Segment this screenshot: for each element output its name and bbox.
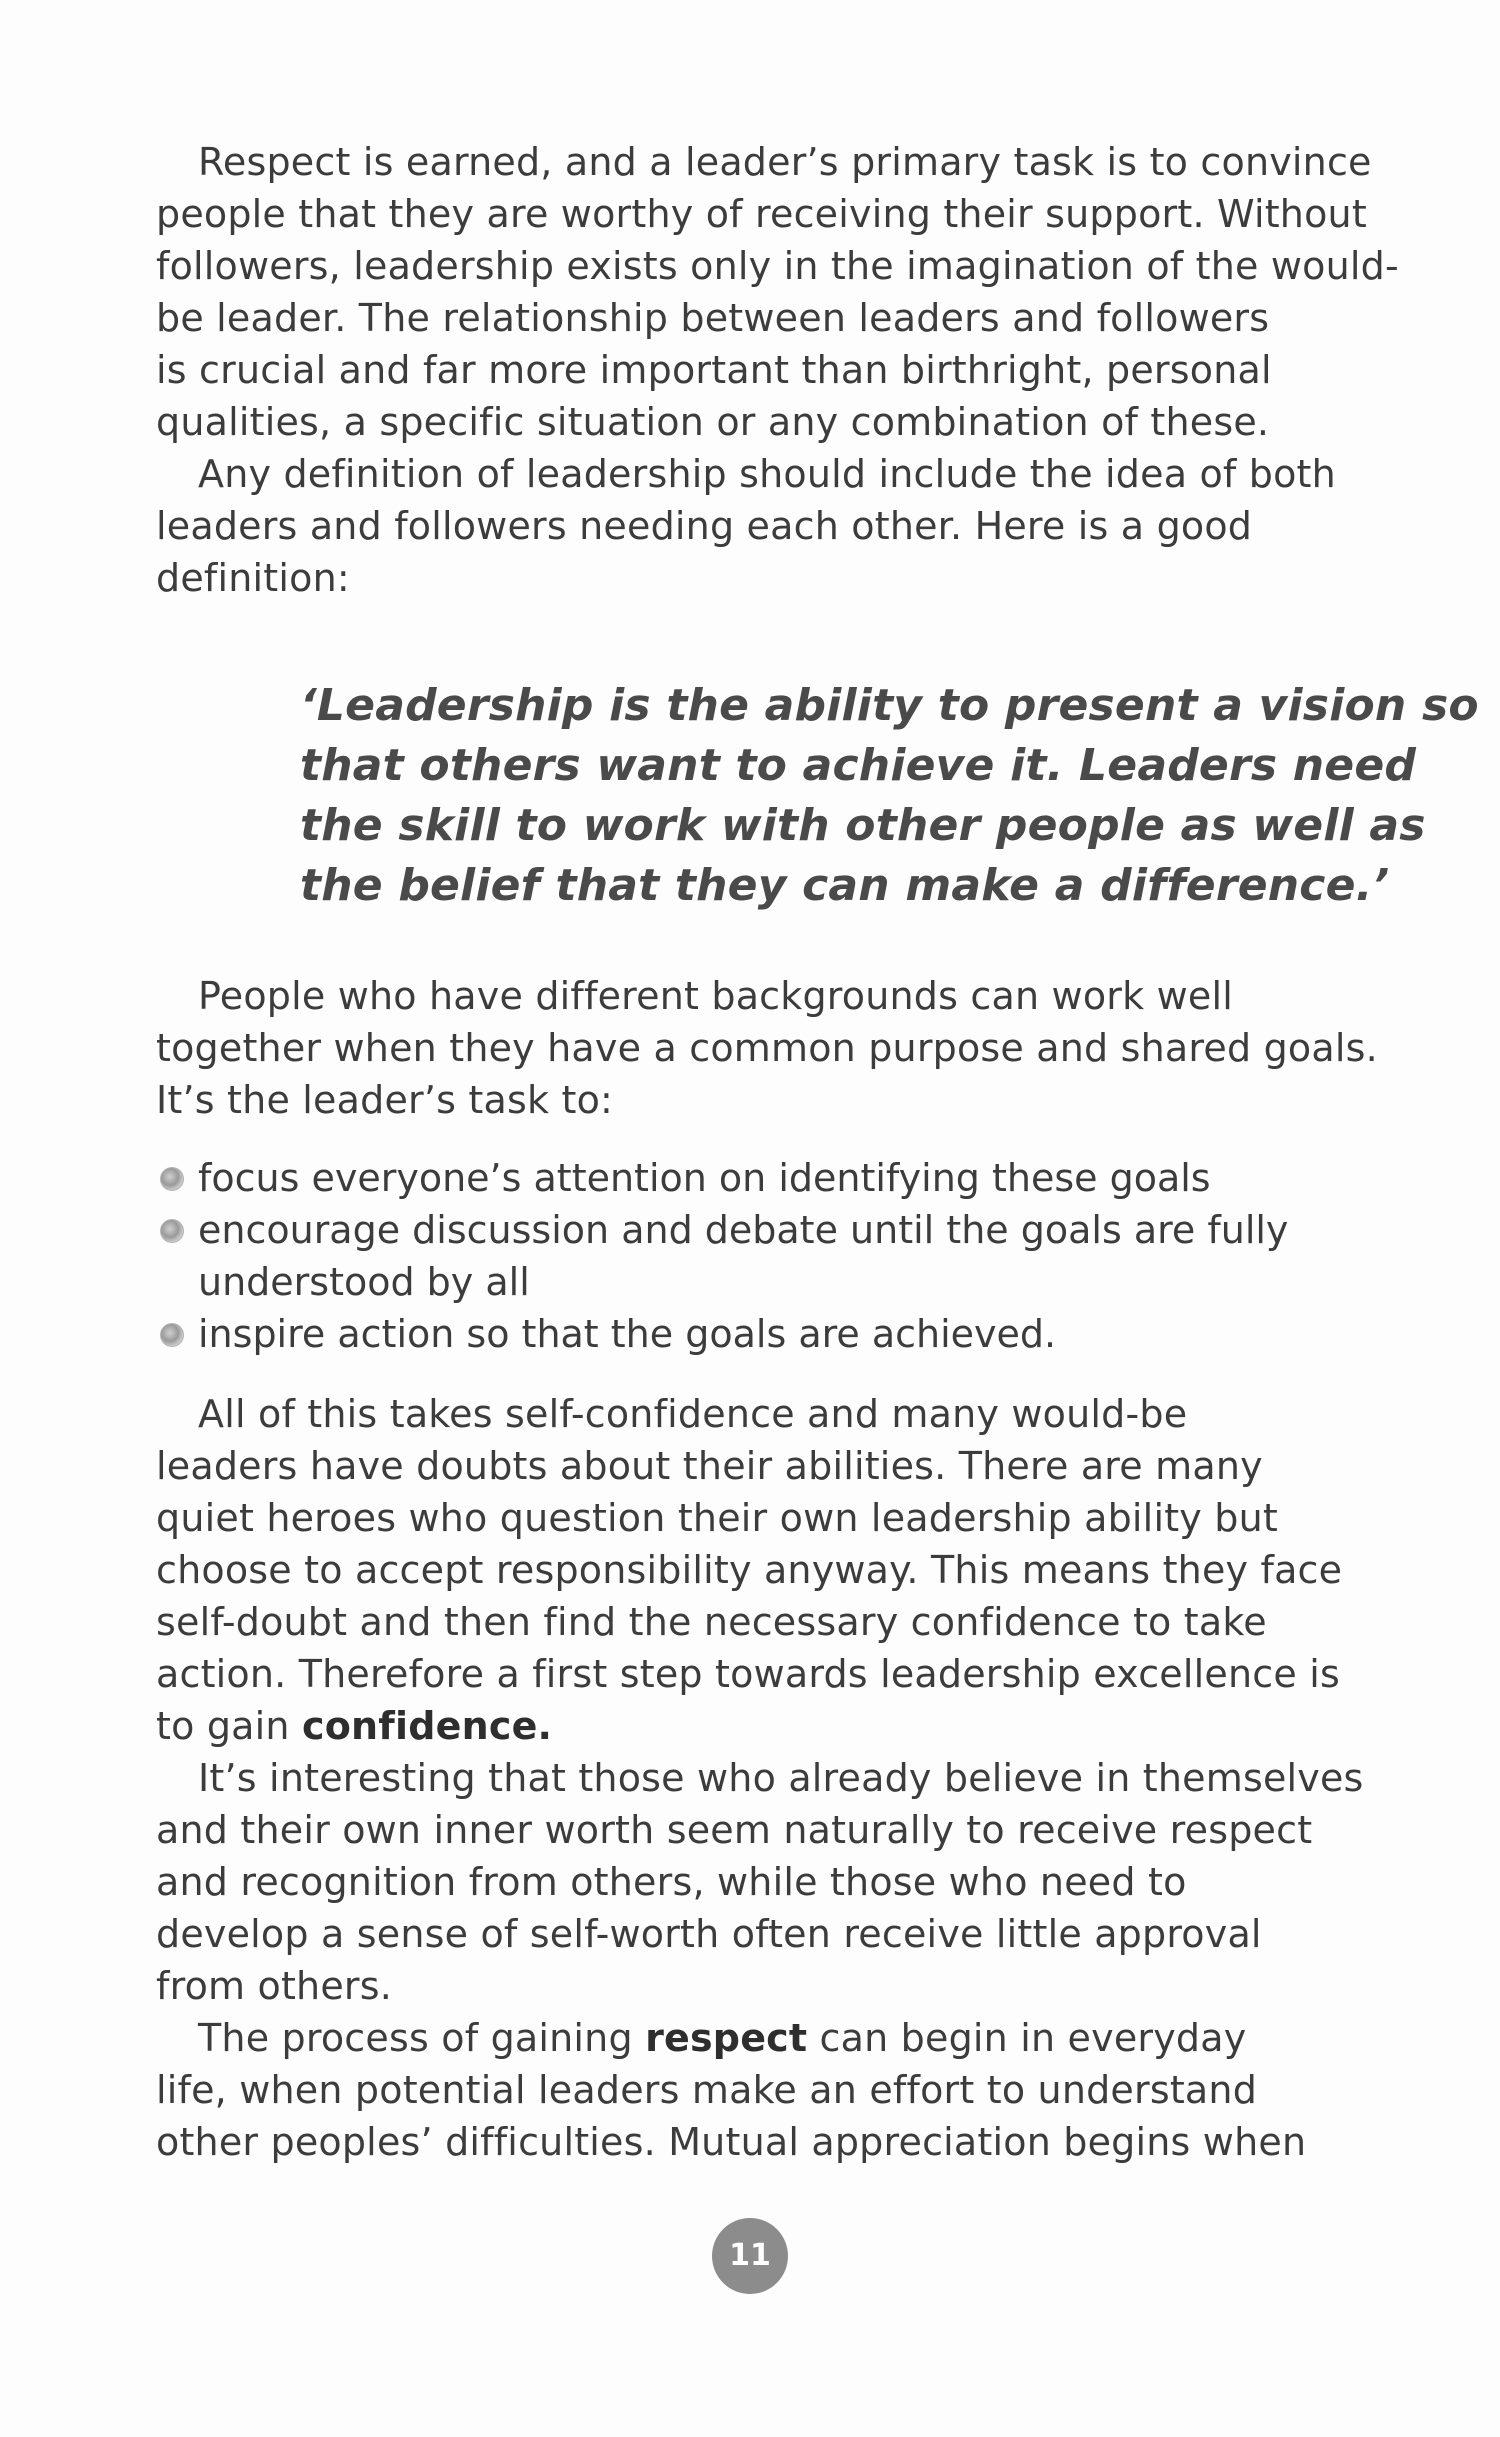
text-line: Respect is earned, and a leader’s primary task is to convince (198, 140, 1372, 184)
text-line: people that they are worthy of receiving their support. Without (156, 192, 1367, 236)
text-line: Any definition of leadership should include the idea of both (198, 452, 1336, 496)
text-line: qualities, a specific situation or any combination of these. (156, 400, 1270, 444)
text-line: action. Therefore a first step towards leadership excellence is (156, 1652, 1340, 1696)
text-line: and recognition from others, while those who need to (156, 1860, 1187, 1904)
text-fragment: to gain (156, 1704, 302, 1748)
list-item-text: focus everyone’s attention on identifying these goals (198, 1156, 1211, 1200)
paragraph-respect-earned (156, 136, 1399, 448)
leader-task-list (156, 1152, 1366, 1360)
text-line: All of this takes self-confidence and many would-be (198, 1392, 1188, 1436)
bullet-icon (160, 1323, 184, 1347)
list-item (156, 1204, 1366, 1256)
text-fragment: can begin in everyday (807, 2016, 1247, 2060)
text-line: life, when potential leaders make an effort to understand (156, 2068, 1258, 2112)
text-line: self-doubt and then find the necessary confidence to take (156, 1600, 1267, 1644)
quote-line: the belief that they can make a difference.’ (300, 860, 1390, 911)
text-line: followers, leadership exists only in the imagination of the would- (156, 244, 1399, 288)
list-item (156, 1308, 1366, 1360)
list-item-text: inspire action so that the goals are achieved. (198, 1312, 1057, 1356)
list-item (156, 1152, 1366, 1204)
quote-line: the skill to work with other people as well as (300, 800, 1426, 851)
paragraph-inner-worth (156, 1752, 1366, 2012)
text-line: quiet heroes who question their own leadership ability but (156, 1496, 1278, 1540)
page-number-badge: 11 (712, 2218, 788, 2294)
paragraph-self-confidence (156, 1388, 1366, 1752)
list-item-text: understood by all (198, 1260, 530, 1304)
text-line: It’s interesting that those who already believe in themselves (198, 1756, 1364, 1800)
text-line: definition: (156, 556, 350, 600)
paragraph-gaining-respect (156, 2012, 1366, 2168)
text-line: and their own inner worth seem naturally to receive respect (156, 1808, 1313, 1852)
text-line: other peoples’ difficulties. Mutual appreciation begins when (156, 2120, 1307, 2164)
text-line: leaders have doubts about their abilities. There are many (156, 1444, 1263, 1488)
text-line: develop a sense of self-worth often receive little approval (156, 1912, 1262, 1956)
text-line: together when they have a common purpose and shared goals. (156, 1026, 1378, 1070)
text-line: choose to accept responsibility anyway. This means they face (156, 1548, 1343, 1592)
list-item-continuation (156, 1256, 1366, 1308)
text-line: is crucial and far more important than birthright, personal (156, 348, 1272, 392)
keyword-respect: respect (645, 2016, 808, 2060)
quote-line: that others want to achieve it. Leaders need (300, 740, 1417, 791)
text-line: It’s the leader’s task to: (156, 1078, 614, 1122)
text-line (156, 2012, 1366, 2064)
bullet-icon (160, 1219, 184, 1243)
keyword-confidence: confidence. (301, 1704, 553, 1748)
leadership-definition-quote (300, 676, 1479, 916)
list-item-text: encourage discussion and debate until the goals are fully (198, 1208, 1289, 1252)
text-line: People who have different backgrounds can work well (198, 974, 1233, 1018)
paragraph-definition-intro (156, 448, 1366, 604)
quote-line: ‘Leadership is the ability to present a vision so (300, 680, 1479, 731)
text-line: from others. (156, 1964, 393, 2008)
text-fragment: The process of gaining (198, 2016, 646, 2060)
text-line: be leader. The relationship between leaders and followers (156, 296, 1270, 340)
paragraph-common-purpose (156, 970, 1378, 1126)
text-line: leaders and followers needing each other. Here is a good (156, 504, 1253, 548)
text-line (156, 1700, 1366, 1752)
bullet-icon (160, 1167, 184, 1191)
